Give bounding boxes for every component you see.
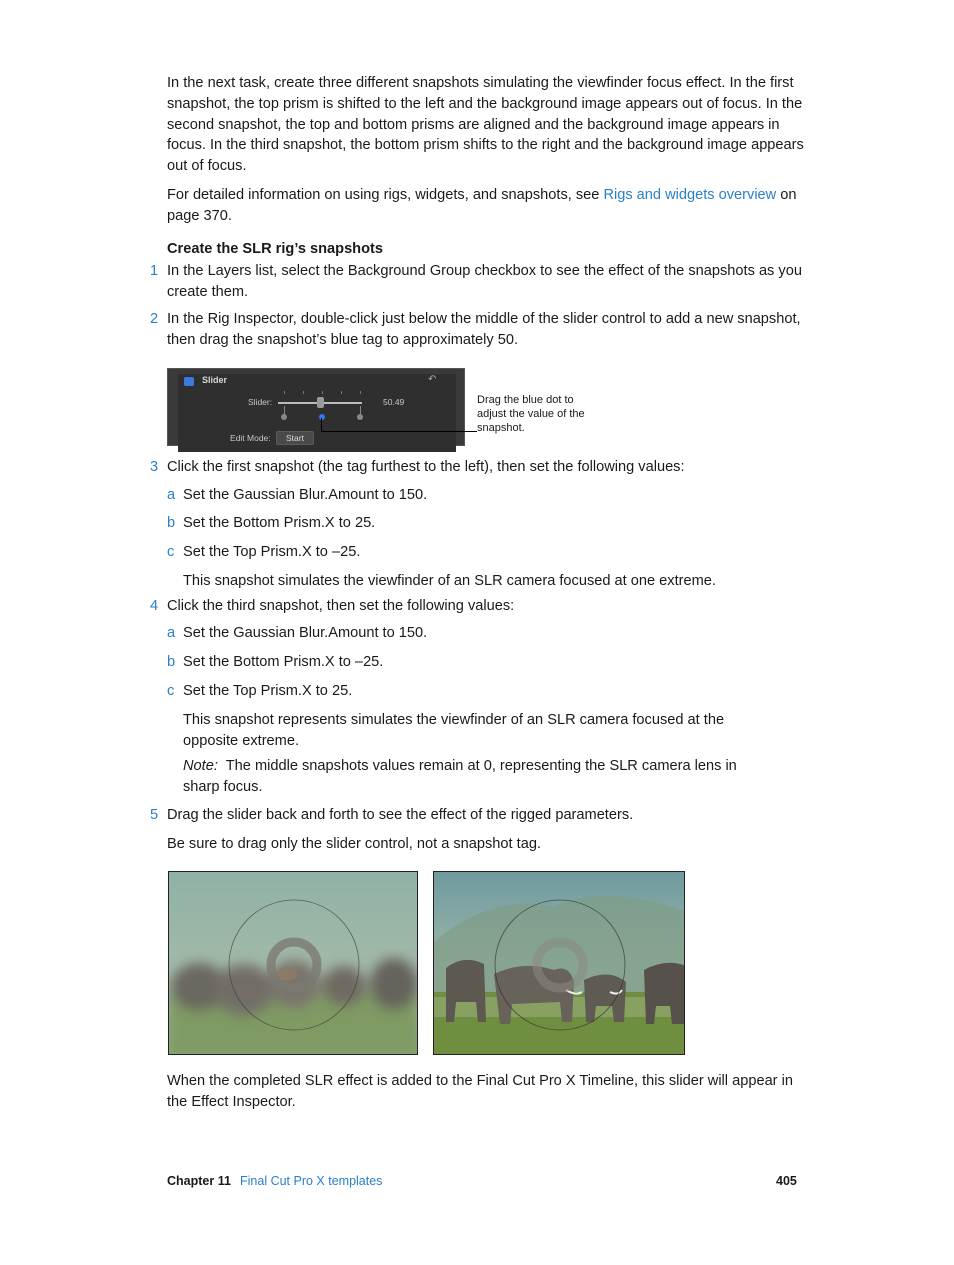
intro-paragraph: In the next task, create three different snapshots simulating the viewfinder focus effect. In the first snapshot, the top prism is shifted to the left and the background image appears out of focus. In the second snapshot, the top and bottom prisms are aligned and the background image appears in focus. In the third snapshot, the bottom prism shifts to the right and the background image appears out of focus.: [167, 75, 804, 175]
step-5-number: 5: [150, 807, 159, 823]
slider-enable-checkbox[interactable]: [184, 377, 194, 386]
step-3-number: 3: [150, 459, 159, 475]
step-1-text: In the Layers list, select the Background Group checkbox to see the effect of the snapshots as you create them.: [167, 263, 802, 300]
step-3a-text: Set the Gaussian Blur.Amount to 150.: [183, 487, 428, 503]
page-number: 405: [776, 1174, 797, 1188]
step-4a-letter: a: [167, 625, 176, 641]
note-label: Note:: [183, 758, 218, 774]
snapshot-tag-right[interactable]: [357, 414, 363, 420]
closing-paragraph: When the completed SLR effect is added to the Final Cut Pro X Timeline, this slider will appear in the Effect Inspector.: [167, 1073, 793, 1110]
slider-tick: [284, 391, 285, 394]
step-4-text: Click the third snapshot, then set the following values:: [167, 598, 515, 614]
undo-arrow-icon[interactable]: ↶: [428, 374, 437, 385]
slider-tick: [341, 391, 342, 394]
slider-value: 50.49: [383, 397, 405, 407]
rig-slider-widget: [167, 368, 465, 446]
step-4c-letter: c: [167, 683, 175, 699]
reference-text-before: For detailed information on using rigs, widgets, and snapshots, see: [167, 187, 604, 203]
note-text: The middle snapshots values remain at 0, representing the SLR camera lens in sharp focus.: [183, 758, 737, 795]
step-4a-text: Set the Gaussian Blur.Amount to 150.: [183, 625, 428, 641]
snapshot-tag-middle[interactable]: [319, 414, 325, 420]
footer-chapter-title[interactable]: Final Cut Pro X templates: [240, 1174, 383, 1188]
step-5-note: Be sure to drag only the slider control, not a snapshot tag.: [167, 836, 541, 852]
step-3b-text: Set the Bottom Prism.X to 25.: [183, 515, 376, 531]
snapshot-tag-left[interactable]: [281, 414, 287, 420]
step-1-number: 1: [150, 263, 159, 279]
slider-tick: [322, 391, 323, 394]
step-4-number: 4: [150, 598, 159, 614]
step-3b-letter: b: [167, 515, 176, 531]
step-2-text: In the Rig Inspector, double-click just below the middle of the slider control to add a new snapshot, then drag the snapshot’s blue tag to approximately 50.: [167, 311, 801, 348]
step-4b-letter: b: [167, 654, 176, 670]
callout-leader-vertical: [321, 418, 322, 431]
rig-title: Slider: [202, 375, 228, 385]
step-5-text: Drag the slider back and forth to see the effect of the rigged parameters.: [167, 807, 634, 823]
edit-mode-label: Edit Mode:: [230, 433, 271, 443]
callout-leader-horizontal: [321, 431, 477, 432]
slider-thumb[interactable]: [317, 397, 324, 408]
footer-chapter: Chapter 11: [167, 1174, 231, 1188]
step-4c-text: Set the Top Prism.X to 25.: [183, 683, 353, 699]
blurred-viewfinder-image: [168, 871, 418, 1055]
step-3c-letter: c: [167, 544, 175, 560]
focused-viewfinder-image: [433, 871, 685, 1055]
reference-paragraph: [167, 185, 807, 227]
step-3-note: This snapshot simulates the viewfinder of an SLR camera focused at one extreme.: [183, 573, 716, 589]
task-heading: Create the SLR rig’s snapshots: [167, 241, 383, 257]
step-3c-text: Set the Top Prism.X to –25.: [183, 544, 361, 560]
slider-label: Slider:: [248, 397, 273, 407]
step-4b-text: Set the Bottom Prism.X to –25.: [183, 654, 384, 670]
step-2-number: 2: [150, 311, 159, 327]
step-4-note: This snapshot represents simulates the viewfinder of an SLR camera focused at the opposite extreme.: [183, 712, 725, 749]
step-3a-letter: a: [167, 487, 176, 503]
reference-text-after: on page 370.: [167, 187, 797, 224]
rig-panel: [178, 374, 456, 452]
callout-text: Drag the blue dot to adjust the value of the snapshot.: [477, 394, 585, 434]
step-3-text: Click the first snapshot (the tag furthest to the left), then set the following values:: [167, 459, 685, 475]
slider-tick: [360, 391, 361, 394]
rigs-widgets-link[interactable]: Rigs and widgets overview: [603, 187, 777, 203]
step-4-note-2: [183, 756, 743, 798]
start-button[interactable]: Start: [276, 431, 314, 445]
slider-tick: [303, 391, 304, 394]
